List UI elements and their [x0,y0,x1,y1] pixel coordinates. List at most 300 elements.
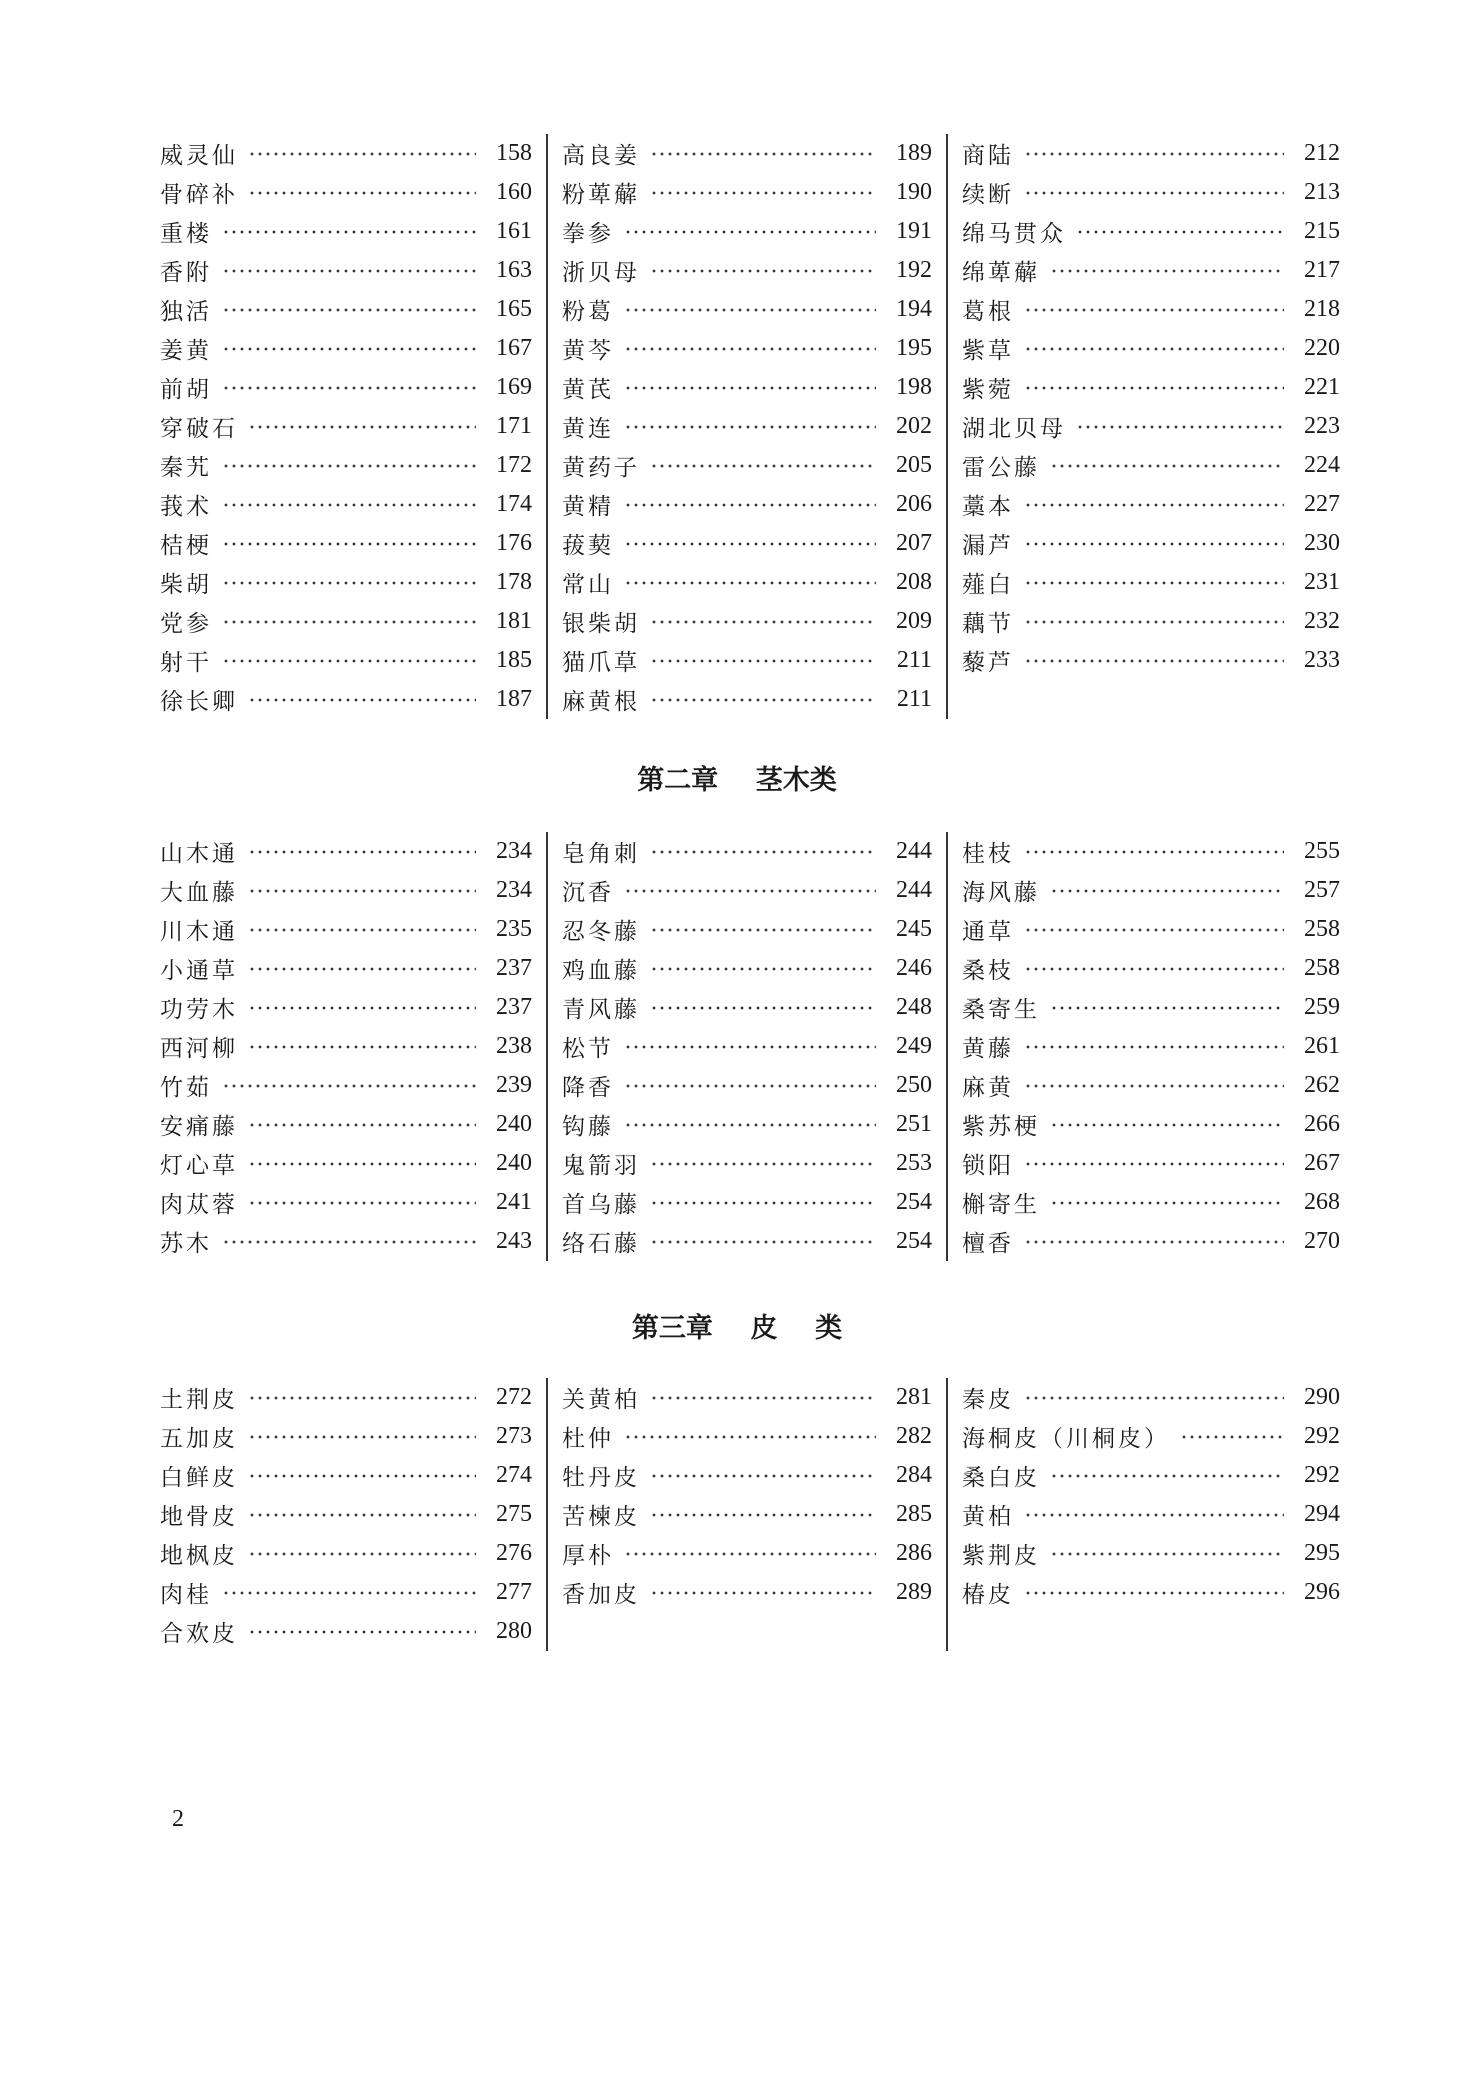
entry-page: 257 [1304,877,1340,903]
entry-name: 骨碎补 [160,182,238,208]
entry-page: 267 [1304,1150,1340,1176]
entry-name: 小通草 [160,958,238,984]
toc-column [548,832,948,1261]
entry-page: 284 [896,1462,932,1488]
dot-leader [248,1199,476,1207]
entry-name: 粉葛 [562,299,614,325]
toc-entry [160,446,532,485]
entry-page: 254 [896,1228,932,1254]
dot-leader [1050,462,1284,470]
entry-name: 香加皮 [562,1582,640,1608]
entry-page: 171 [496,413,532,439]
entry-page: 250 [896,1072,932,1098]
toc-entry [562,290,932,329]
entry-name: 五加皮 [160,1426,238,1452]
entry-page: 258 [1304,916,1340,942]
entry-name: 牡丹皮 [562,1465,640,1491]
toc-entry [562,524,932,563]
entry-name: 绵马贯众 [962,221,1066,247]
toc-entry [562,1456,932,1495]
toc-entry [962,1222,1340,1261]
toc-entry [160,524,532,563]
entry-page: 237 [496,994,532,1020]
entry-page: 176 [496,530,532,556]
entry-name: 独活 [160,299,212,325]
dot-leader [624,540,876,548]
entry-name: 湖北贝母 [962,416,1066,442]
entry-name: 山木通 [160,841,238,867]
entry-name: 黄药子 [562,455,640,481]
dot-leader [248,1628,476,1636]
entry-page: 224 [1304,452,1340,478]
dot-leader [1050,1121,1284,1129]
entry-page: 208 [896,569,932,595]
toc-entry [562,910,932,949]
entry-name: 鸡血藤 [562,958,640,984]
entry-page: 161 [496,218,532,244]
dot-leader [624,345,876,353]
entry-page: 259 [1304,994,1340,1020]
dot-leader [248,1472,476,1480]
entry-page: 272 [496,1384,532,1410]
entry-page: 280 [496,1618,532,1644]
toc-entry [562,1573,932,1612]
dot-leader [624,423,876,431]
dot-leader [1024,848,1284,856]
toc-entry [562,1066,932,1105]
entry-name: 沉香 [562,880,614,906]
dot-leader [248,423,476,431]
entry-page: 191 [896,218,932,244]
dot-leader [650,1394,876,1402]
dot-leader [248,1550,476,1558]
toc-entry [562,1495,932,1534]
toc-entry [562,485,932,524]
toc-entry [562,563,932,602]
dot-leader [248,1004,476,1012]
entry-name: 首乌藤 [562,1192,640,1218]
entry-page: 282 [896,1423,932,1449]
toc-entry [962,524,1340,563]
toc-entry [962,910,1340,949]
entry-page: 255 [1304,838,1340,864]
dot-leader [1050,1550,1284,1558]
entry-page: 211 [896,647,932,673]
dot-leader [650,1160,876,1168]
entry-page: 295 [1304,1540,1340,1566]
entry-page: 258 [1304,955,1340,981]
toc-entry [160,212,532,251]
dot-leader [248,887,476,895]
entry-name: 桑寄生 [962,997,1040,1023]
entry-page: 198 [896,374,932,400]
toc-entry [160,949,532,988]
toc-entry [962,407,1340,446]
toc-entry [562,1144,932,1183]
entry-name: 白鲜皮 [160,1465,238,1491]
dot-leader [1024,189,1284,197]
dot-leader [624,1082,876,1090]
toc-entry [160,251,532,290]
toc-column [160,832,548,1261]
dot-leader [1180,1433,1284,1441]
dot-leader [248,1433,476,1441]
entry-name: 猫爪草 [562,650,640,676]
dot-leader [650,1238,876,1246]
entry-page: 234 [496,838,532,864]
toc-entry [160,910,532,949]
toc-entry [962,1066,1340,1105]
toc-entry [962,1573,1340,1612]
toc-entry [962,251,1340,290]
entry-name: 灯心草 [160,1153,238,1179]
dot-leader [624,1550,876,1558]
entry-page: 158 [496,140,532,166]
entry-page: 209 [896,608,932,634]
entry-name: 锁阳 [962,1153,1014,1179]
dot-leader [222,228,476,236]
entry-page: 266 [1304,1111,1340,1137]
entry-page: 289 [896,1579,932,1605]
entry-page: 244 [896,877,932,903]
entry-page: 238 [496,1033,532,1059]
entry-name: 薤白 [962,572,1014,598]
dot-leader [1024,657,1284,665]
dot-leader [650,926,876,934]
entry-name: 络石藤 [562,1231,640,1257]
dot-leader [624,579,876,587]
entry-name: 黄柏 [962,1504,1014,1530]
entry-name: 苏木 [160,1231,212,1257]
dot-leader [248,965,476,973]
dot-leader [1050,887,1284,895]
entry-name: 川木通 [160,919,238,945]
toc-entry [962,832,1340,871]
entry-page: 292 [1304,1462,1340,1488]
entry-page: 286 [896,1540,932,1566]
entry-page: 212 [1304,140,1340,166]
entry-name: 地枫皮 [160,1543,238,1569]
entry-name: 穿破石 [160,416,238,442]
toc-entry [160,1534,532,1573]
toc-entry [160,1183,532,1222]
entry-name: 黄精 [562,494,614,520]
dot-leader [222,501,476,509]
entry-page: 207 [896,530,932,556]
entry-name: 土荆皮 [160,1387,238,1413]
dot-leader [624,501,876,509]
entry-page: 273 [496,1423,532,1449]
entry-name: 大血藤 [160,880,238,906]
toc-entry [962,212,1340,251]
toc-entry [562,949,932,988]
dot-leader [222,540,476,548]
entry-page: 275 [496,1501,532,1527]
entry-page: 187 [496,686,532,712]
entry-name: 藁本 [962,494,1014,520]
dot-leader [650,267,876,275]
toc-entry [160,407,532,446]
entry-name: 银柴胡 [562,611,640,637]
entry-name: 西河柳 [160,1036,238,1062]
entry-page: 277 [496,1579,532,1605]
toc-section-3 [160,1378,1340,1651]
entry-page: 223 [1304,413,1340,439]
toc-entry [962,988,1340,1027]
entry-name: 桑枝 [962,958,1014,984]
toc-entry [160,680,532,719]
dot-leader [650,657,876,665]
dot-leader [1076,228,1284,236]
entry-name: 党参 [160,611,212,637]
toc-entry [562,871,932,910]
entry-name: 常山 [562,572,614,598]
toc-entry [160,988,532,1027]
toc-entry [160,832,532,871]
entry-name: 雷公藤 [962,455,1040,481]
dot-leader [650,848,876,856]
dot-leader [222,267,476,275]
page-number: 2 [172,1806,184,1832]
entry-name: 黄藤 [962,1036,1014,1062]
dot-leader [1024,345,1284,353]
toc-entry [562,212,932,251]
dot-leader [1024,1043,1284,1051]
dot-leader [248,696,476,704]
toc-entry [962,1378,1340,1417]
entry-page: 218 [1304,296,1340,322]
dot-leader [1024,501,1284,509]
dot-leader [248,1394,476,1402]
entry-page: 185 [496,647,532,673]
dot-leader [222,1082,476,1090]
entry-page: 248 [896,994,932,1020]
toc-entry [160,1456,532,1495]
toc-entry [962,485,1340,524]
entry-name: 麻黄 [962,1075,1014,1101]
entry-name: 紫菀 [962,377,1014,403]
dot-leader [1050,1472,1284,1480]
toc-entry [962,173,1340,212]
dot-leader [1024,1082,1284,1090]
entry-name: 姜黄 [160,338,212,364]
entry-page: 237 [496,955,532,981]
toc-entry [562,832,932,871]
entry-name: 厚朴 [562,1543,614,1569]
entry-name: 檀香 [962,1231,1014,1257]
toc-entry [160,563,532,602]
entry-name: 海风藤 [962,880,1040,906]
entry-page: 194 [896,296,932,322]
entry-page: 270 [1304,1228,1340,1254]
dot-leader [650,1472,876,1480]
toc-entry [562,680,932,719]
toc-entry [160,1066,532,1105]
entry-page: 276 [496,1540,532,1566]
dot-leader [248,1511,476,1519]
entry-page: 220 [1304,335,1340,361]
entry-name: 钩藤 [562,1114,614,1140]
entry-page: 294 [1304,1501,1340,1527]
entry-name: 徐长卿 [160,689,238,715]
entry-name: 秦皮 [962,1387,1014,1413]
toc-entry [160,1378,532,1417]
entry-page: 195 [896,335,932,361]
entry-page: 234 [496,877,532,903]
entry-page: 190 [896,179,932,205]
toc-column [548,134,948,719]
entry-name: 合欢皮 [160,1621,238,1647]
toc-entry [160,290,532,329]
entry-page: 192 [896,257,932,283]
toc-entry [562,446,932,485]
entry-name: 续断 [962,182,1014,208]
toc-entry [562,602,932,641]
entry-page: 274 [496,1462,532,1488]
entry-name: 漏芦 [962,533,1014,559]
toc-column [948,1378,1340,1651]
entry-name: 射干 [160,650,212,676]
dot-leader [1024,150,1284,158]
toc-entry [160,1612,532,1651]
entry-name: 威灵仙 [160,143,238,169]
dot-leader [222,1238,476,1246]
dot-leader [1050,1004,1284,1012]
entry-page: 178 [496,569,532,595]
entry-name: 槲寄生 [962,1192,1040,1218]
entry-page: 239 [496,1072,532,1098]
toc-entry [962,1534,1340,1573]
entry-name: 椿皮 [962,1582,1014,1608]
toc-entry [962,368,1340,407]
toc-entry [962,949,1340,988]
toc-section-2 [160,832,1340,1261]
toc-entry [562,641,932,680]
entry-page: 165 [496,296,532,322]
entry-page: 189 [896,140,932,166]
dot-leader [1024,540,1284,548]
toc-entry [962,1417,1340,1456]
entry-page: 253 [896,1150,932,1176]
entry-page: 249 [896,1033,932,1059]
entry-name: 竹茹 [160,1075,212,1101]
entry-name: 杜仲 [562,1426,614,1452]
toc-entry [962,641,1340,680]
entry-page: 215 [1304,218,1340,244]
toc-entry [160,368,532,407]
dot-leader [222,384,476,392]
entry-page: 202 [896,413,932,439]
entry-page: 296 [1304,1579,1340,1605]
toc-entry [962,1183,1340,1222]
entry-page: 172 [496,452,532,478]
toc-column [548,1378,948,1651]
toc-entry [962,563,1340,602]
toc-entry [962,446,1340,485]
dot-leader [1076,423,1284,431]
toc-entry [160,641,532,680]
toc-entry [562,1105,932,1144]
entry-name: 黄连 [562,416,614,442]
dot-leader [248,926,476,934]
dot-leader [1024,384,1284,392]
entry-name: 浙贝母 [562,260,640,286]
dot-leader [624,1043,876,1051]
entry-name: 皂角刺 [562,841,640,867]
dot-leader [1024,579,1284,587]
dot-leader [624,1433,876,1441]
toc-entry [562,1378,932,1417]
toc-entry [562,251,932,290]
dot-leader [1050,1199,1284,1207]
entry-name: 香附 [160,260,212,286]
toc-entry [562,173,932,212]
entry-page: 254 [896,1189,932,1215]
entry-page: 240 [496,1150,532,1176]
entry-page: 174 [496,491,532,517]
entry-page: 262 [1304,1072,1340,1098]
dot-leader [650,1199,876,1207]
dot-leader [222,618,476,626]
toc-entry [562,988,932,1027]
entry-name: 菝葜 [562,533,614,559]
toc-entry [962,290,1340,329]
entry-name: 青风藤 [562,997,640,1023]
chapter-title: 第三章 皮 类 [631,1313,843,1344]
toc-entry [160,1105,532,1144]
entry-name: 肉苁蓉 [160,1192,238,1218]
toc-entry [160,1417,532,1456]
entry-name: 松节 [562,1036,614,1062]
dot-leader [650,462,876,470]
dot-leader [248,189,476,197]
toc-entry [160,602,532,641]
entry-page: 221 [1304,374,1340,400]
entry-page: 246 [896,955,932,981]
entry-name: 前胡 [160,377,212,403]
dot-leader [650,1004,876,1012]
dot-leader [1024,1511,1284,1519]
toc-entry [962,871,1340,910]
dot-leader [248,150,476,158]
entry-page: 290 [1304,1384,1340,1410]
dot-leader [248,848,476,856]
dot-leader [650,1589,876,1597]
toc-entry [562,1417,932,1456]
dot-leader [650,1511,876,1519]
entry-name: 藕节 [962,611,1014,637]
entry-page: 169 [496,374,532,400]
toc-entry [160,1144,532,1183]
dot-leader [624,228,876,236]
chapter-title: 第二章 茎木类 [637,765,837,796]
entry-page: 163 [496,257,532,283]
toc-entry [562,1183,932,1222]
dot-leader [1024,926,1284,934]
toc-entry [160,1573,532,1612]
dot-leader [248,1043,476,1051]
entry-name: 粉萆薢 [562,182,640,208]
dot-leader [650,150,876,158]
entry-name: 桑白皮 [962,1465,1040,1491]
entry-page: 244 [896,838,932,864]
dot-leader [248,1160,476,1168]
entry-name: 忍冬藤 [562,919,640,945]
dot-leader [222,345,476,353]
toc-column [160,134,548,719]
toc-entry [562,1534,932,1573]
entry-page: 243 [496,1228,532,1254]
